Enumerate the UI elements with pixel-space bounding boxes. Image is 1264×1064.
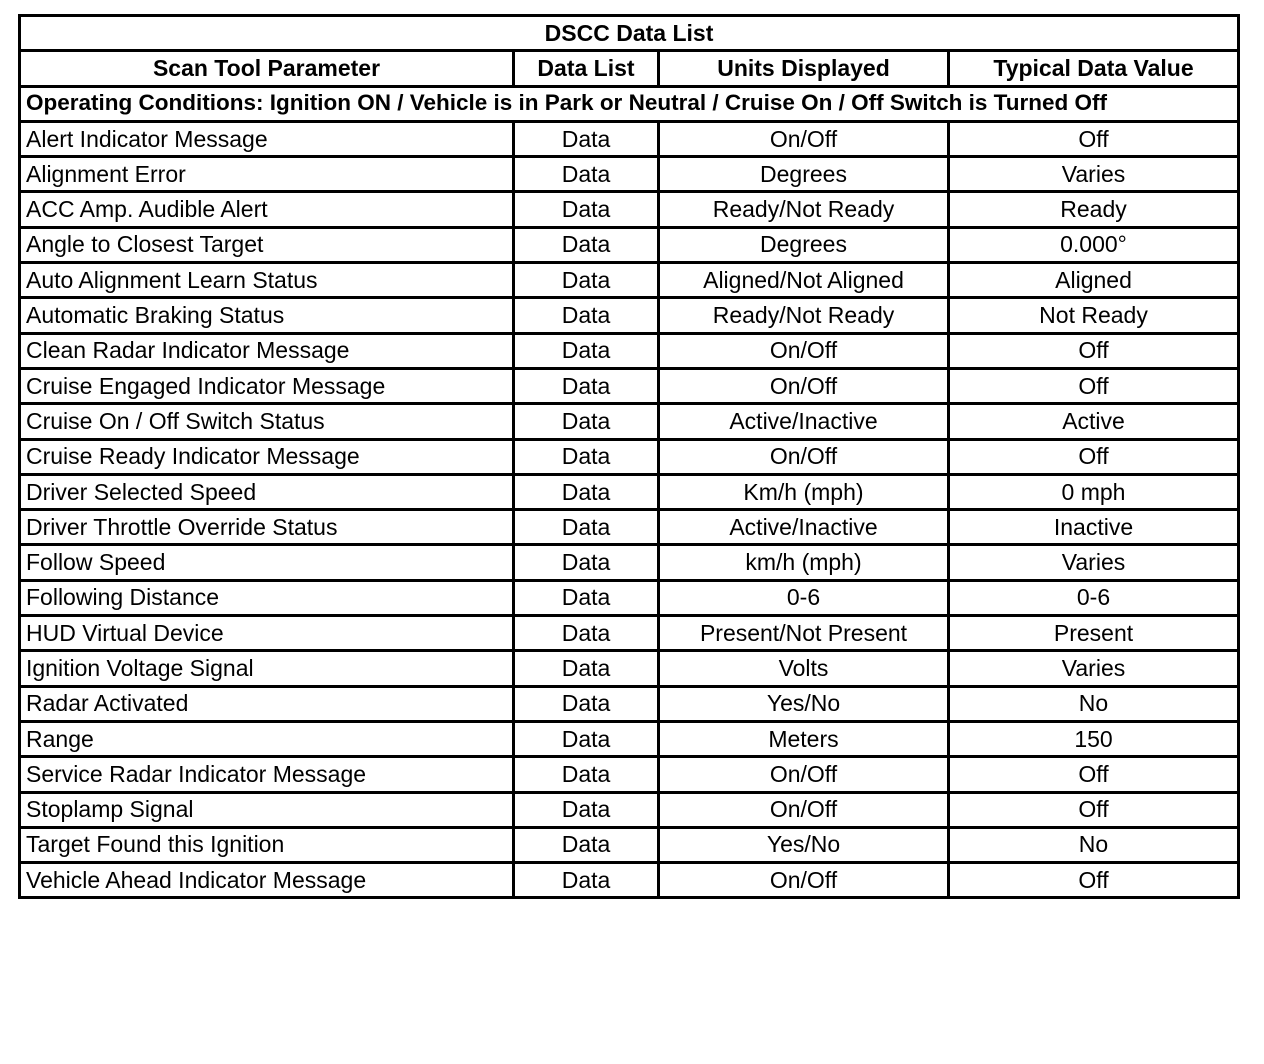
data-list-cell: Data (514, 757, 659, 792)
parameter-cell: HUD Virtual Device (20, 616, 514, 651)
data-list-cell: Data (514, 721, 659, 756)
table-row (20, 404, 1239, 439)
data-list-cell: Data (514, 863, 659, 898)
typical-value-cell: Off (949, 757, 1239, 792)
typical-value-cell: Varies (949, 157, 1239, 192)
data-list-cell: Data (514, 157, 659, 192)
units-cell: Ready/Not Ready (659, 192, 949, 227)
data-list-cell: Data (514, 510, 659, 545)
parameter-cell: Automatic Braking Status (20, 298, 514, 333)
table-row (20, 827, 1239, 862)
parameter-cell: Cruise Engaged Indicator Message (20, 368, 514, 403)
data-list-cell: Data (514, 263, 659, 298)
table-row (20, 580, 1239, 615)
typical-value-cell: Off (949, 368, 1239, 403)
parameter-cell: Ignition Voltage Signal (20, 651, 514, 686)
table-row (20, 616, 1239, 651)
data-list-cell: Data (514, 298, 659, 333)
table-row (20, 333, 1239, 368)
data-list-cell: Data (514, 686, 659, 721)
parameter-cell: Service Radar Indicator Message (20, 757, 514, 792)
table-row (20, 192, 1239, 227)
units-cell: On/Off (659, 333, 949, 368)
units-cell: On/Off (659, 863, 949, 898)
data-list-cell: Data (514, 121, 659, 156)
units-cell: Yes/No (659, 827, 949, 862)
table-row (20, 368, 1239, 403)
typical-value-cell: Off (949, 863, 1239, 898)
typical-value-cell: 0-6 (949, 580, 1239, 615)
typical-value-cell: 150 (949, 721, 1239, 756)
parameter-cell: Target Found this Ignition (20, 827, 514, 862)
table-row (20, 721, 1239, 756)
data-list-cell: Data (514, 827, 659, 862)
dscc-data-table (18, 14, 1240, 899)
data-list-cell: Data (514, 651, 659, 686)
units-cell: Active/Inactive (659, 404, 949, 439)
units-cell: Yes/No (659, 686, 949, 721)
table-row (20, 757, 1239, 792)
parameter-cell: Alert Indicator Message (20, 121, 514, 156)
table-row (20, 298, 1239, 333)
table-row (20, 863, 1239, 898)
parameter-cell: Alignment Error (20, 157, 514, 192)
typical-value-cell: Off (949, 333, 1239, 368)
typical-value-cell: Off (949, 792, 1239, 827)
parameter-cell: Auto Alignment Learn Status (20, 263, 514, 298)
units-cell: On/Off (659, 121, 949, 156)
units-cell: On/Off (659, 368, 949, 403)
header-row (20, 51, 1239, 86)
data-list-cell: Data (514, 545, 659, 580)
parameter-cell: Following Distance (20, 580, 514, 615)
typical-value-cell: No (949, 827, 1239, 862)
table-row (20, 474, 1239, 509)
operating-conditions-row (20, 86, 1239, 121)
data-list-cell: Data (514, 474, 659, 509)
units-cell: On/Off (659, 792, 949, 827)
typical-value-cell: Aligned (949, 263, 1239, 298)
parameter-cell: Cruise Ready Indicator Message (20, 439, 514, 474)
table-title: DSCC Data List (20, 16, 1239, 51)
parameter-cell: Follow Speed (20, 545, 514, 580)
parameter-cell: Driver Throttle Override Status (20, 510, 514, 545)
units-cell: Active/Inactive (659, 510, 949, 545)
units-cell: Volts (659, 651, 949, 686)
units-cell: Aligned/Not Aligned (659, 263, 949, 298)
typical-value-cell: Not Ready (949, 298, 1239, 333)
data-list-cell: Data (514, 192, 659, 227)
units-cell: On/Off (659, 439, 949, 474)
parameter-cell: ACC Amp. Audible Alert (20, 192, 514, 227)
parameter-cell: Cruise On / Off Switch Status (20, 404, 514, 439)
table-row (20, 510, 1239, 545)
title-row (20, 16, 1239, 51)
header-typical-data-value: Typical Data Value (949, 51, 1239, 86)
data-list-cell: Data (514, 439, 659, 474)
table-row (20, 686, 1239, 721)
header-data-list: Data List (514, 51, 659, 86)
units-cell: On/Off (659, 757, 949, 792)
table-body (20, 121, 1239, 898)
parameter-cell: Vehicle Ahead Indicator Message (20, 863, 514, 898)
parameter-cell: Clean Radar Indicator Message (20, 333, 514, 368)
units-cell: Meters (659, 721, 949, 756)
data-list-cell: Data (514, 580, 659, 615)
typical-value-cell: 0 mph (949, 474, 1239, 509)
typical-value-cell: Active (949, 404, 1239, 439)
units-cell: Degrees (659, 227, 949, 262)
table-row (20, 121, 1239, 156)
data-list-cell: Data (514, 368, 659, 403)
typical-value-cell: Varies (949, 651, 1239, 686)
header-units-displayed: Units Displayed (659, 51, 949, 86)
table-row (20, 263, 1239, 298)
table-row (20, 545, 1239, 580)
typical-value-cell: 0.000° (949, 227, 1239, 262)
table-row (20, 227, 1239, 262)
parameter-cell: Radar Activated (20, 686, 514, 721)
table-row (20, 439, 1239, 474)
typical-value-cell: Inactive (949, 510, 1239, 545)
typical-value-cell: Varies (949, 545, 1239, 580)
data-list-cell: Data (514, 227, 659, 262)
parameter-cell: Angle to Closest Target (20, 227, 514, 262)
units-cell: Ready/Not Ready (659, 298, 949, 333)
typical-value-cell: Off (949, 121, 1239, 156)
units-cell: km/h (mph) (659, 545, 949, 580)
parameter-cell: Stoplamp Signal (20, 792, 514, 827)
typical-value-cell: Present (949, 616, 1239, 651)
units-cell: Present/Not Present (659, 616, 949, 651)
units-cell: 0-6 (659, 580, 949, 615)
units-cell: Degrees (659, 157, 949, 192)
table-row (20, 651, 1239, 686)
data-list-cell: Data (514, 404, 659, 439)
table-row (20, 792, 1239, 827)
data-list-cell: Data (514, 792, 659, 827)
units-cell: Km/h (mph) (659, 474, 949, 509)
parameter-cell: Range (20, 721, 514, 756)
table-row (20, 157, 1239, 192)
operating-conditions: Operating Conditions: Ignition ON / Vehicle is in Park or Neutral / Cruise On / Off Switch is Turned Off (20, 86, 1239, 121)
typical-value-cell: Ready (949, 192, 1239, 227)
parameter-cell: Driver Selected Speed (20, 474, 514, 509)
header-scan-tool-parameter: Scan Tool Parameter (20, 51, 514, 86)
typical-value-cell: No (949, 686, 1239, 721)
typical-value-cell: Off (949, 439, 1239, 474)
data-list-cell: Data (514, 333, 659, 368)
data-list-cell: Data (514, 616, 659, 651)
